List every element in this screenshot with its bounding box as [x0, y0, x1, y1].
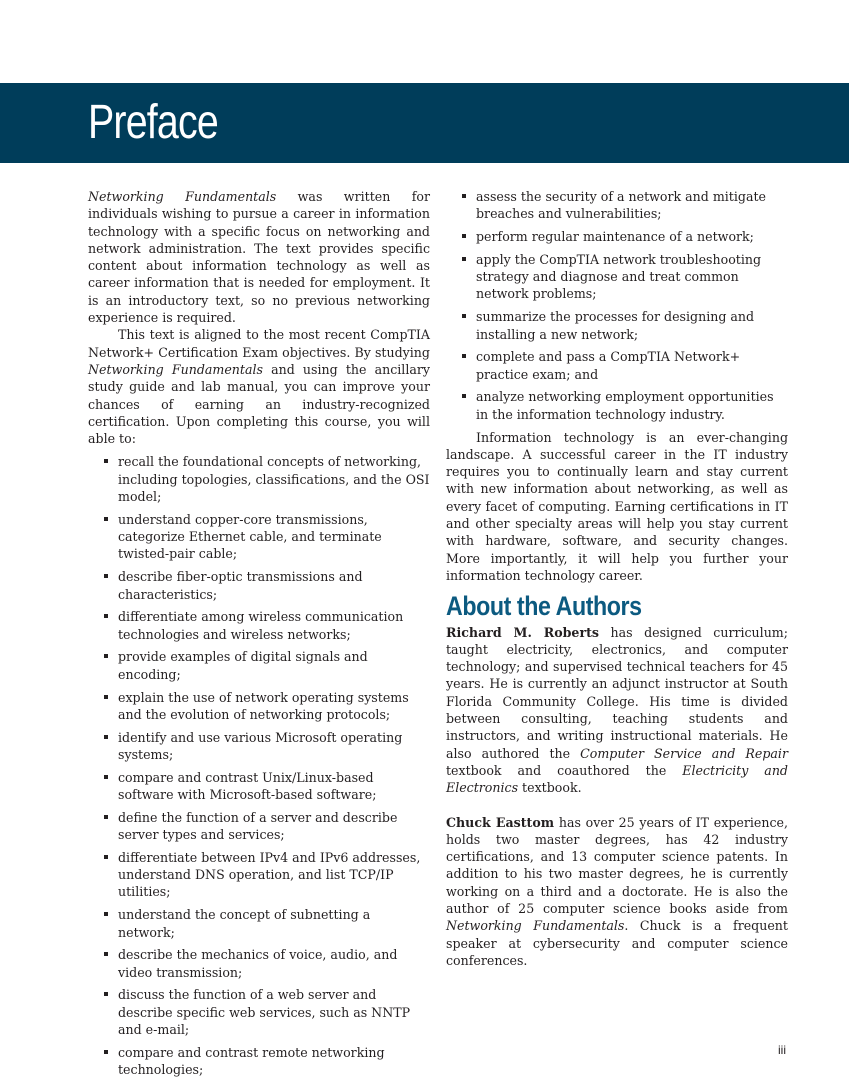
- list-item: provide examples of digital signals and encoding;: [104, 648, 430, 683]
- bullet-icon: [104, 992, 108, 996]
- bullet-icon: [104, 855, 108, 859]
- bullet-icon: [462, 394, 466, 398]
- bullet-icon: [462, 194, 466, 198]
- list-item: differentiate among wireless communication technologies and wireless networks;: [104, 608, 430, 643]
- list-item: differentiate between IPv4 and IPv6 addresses, understand DNS operation, and list TCP/IP utilities;: [104, 849, 430, 901]
- intro-paragraph-1: Networking Fundamentals was written for individuals wishing to pursue a career in information technology with a specific focus on networking and network administration. The text provides specific content about information technology as well as career information that is needed for employment. It is an introductory text, so no previous networking experience is required.: [88, 189, 430, 326]
- objectives-list-right: [462, 188, 788, 423]
- bullet-icon: [462, 354, 466, 358]
- list-item: compare and contrast Unix/Linux-based software with Microsoft-based software;: [104, 769, 430, 804]
- list-item: summarize the processes for designing and installing a new network;: [462, 308, 788, 343]
- author-bio-easttom: Chuck Easttom has over 25 years of IT experience, holds two master degrees, has 42 industry certifications, and 13 computer science patents. In addition to his two master degrees, he is currently working on a third and a doctorate. He is also the author of 25 computer science books aside from Networking Fundamentals. Chuck is a frequent speaker at cybersecurity and computer science conferences.: [446, 814, 788, 968]
- bullet-icon: [104, 912, 108, 916]
- bullet-icon: [104, 952, 108, 956]
- list-item: explain the use of network operating systems and the evolution of networking protocols;: [104, 689, 430, 724]
- bullet-icon: [462, 257, 466, 261]
- list-item: apply the CompTIA network troubleshooting strategy and diagnose and treat common network problems;: [462, 251, 788, 303]
- book-title: Networking Fundamentals: [446, 918, 625, 934]
- bullet-icon: [104, 1050, 108, 1054]
- title-banner: [0, 83, 849, 163]
- book-title: Networking Fundamentals: [88, 189, 277, 204]
- list-item: analyze networking employment opportunities in the information technology industry.: [462, 388, 788, 423]
- book-title: Networking Fundamentals: [88, 361, 263, 377]
- bullet-icon: [104, 695, 108, 699]
- bullet-icon: [104, 574, 108, 578]
- left-column: [88, 188, 430, 1084]
- intro-paragraph-2: This text is aligned to the most recent CompTIA Network+ Certification Exam objectives. By studying Networking Fundamentals and using the ancillary study guide and lab manual, you can improve your chances of earning an industry-recognized certification. Upon completing this course, you will able to:: [88, 327, 430, 447]
- list-item: describe the mechanics of voice, audio, and video transmission;: [104, 946, 430, 981]
- bullet-icon: [104, 654, 108, 658]
- list-item: recall the foundational concepts of networking, including topologies, classifications, and the OSI model;: [104, 453, 430, 505]
- bullet-icon: [104, 614, 108, 618]
- author-bio-roberts: Richard M. Roberts has designed curriculum; taught electricity, electronics, and computer technology; and supervised technical teachers for 45 years. He is currently an adjunct instructor at South Florida Community College. His time is divided between consulting, teaching students and instructors, and writing instructional materials. He also authored the Computer Service and Repair textbook and coauthored the Electricity and Electronics textbook.: [446, 624, 788, 796]
- list-item: define the function of a server and describe server types and services;: [104, 809, 430, 844]
- author-name: Richard M. Roberts: [446, 624, 599, 640]
- bullet-icon: [104, 735, 108, 739]
- closing-paragraph: Information technology is an ever-changing landscape. A successful career in the IT industry requires you to continually learn and stay current with new information about networking, as well as every facet of computing. Earning certifications in IT and other specialty areas will help you stay current with hardware, software, and security changes. More importantly, it will help you further your information technology career.: [446, 429, 788, 583]
- bullet-icon: [462, 234, 466, 238]
- bullet-icon: [104, 459, 108, 463]
- list-item: complete and pass a CompTIA Network+ practice exam; and: [462, 348, 788, 383]
- bullet-icon: [462, 314, 466, 318]
- author-name: Chuck Easttom: [446, 814, 555, 830]
- book-title: Computer Service and Repair: [580, 745, 788, 761]
- page-title: Preface: [88, 96, 218, 149]
- list-item: describe fiber-optic transmissions and characteristics;: [104, 568, 430, 603]
- bullet-icon: [104, 517, 108, 521]
- right-column: [446, 188, 788, 986]
- list-item: understand the concept of subnetting a network;: [104, 906, 430, 941]
- list-item: compare and contrast remote networking technologies;: [104, 1044, 430, 1079]
- list-item: perform regular maintenance of a network;: [462, 228, 788, 245]
- list-item: identify and use various Microsoft operating systems;: [104, 729, 430, 764]
- bullet-icon: [104, 815, 108, 819]
- section-heading-about-authors: About the Authors: [446, 591, 642, 622]
- objectives-list-left: [104, 453, 430, 1078]
- book-title: Electricity and Electronics: [446, 762, 788, 796]
- list-item: discuss the function of a web server and describe specific web services, such as NNTP and e-mail;: [104, 986, 430, 1038]
- list-item: understand copper-core transmissions, categorize Ethernet cable, and terminate twisted-pair cable;: [104, 511, 430, 563]
- page-number: iii: [778, 1043, 786, 1057]
- bullet-icon: [104, 775, 108, 779]
- list-item: assess the security of a network and mitigate breaches and vulnerabilities;: [462, 188, 788, 223]
